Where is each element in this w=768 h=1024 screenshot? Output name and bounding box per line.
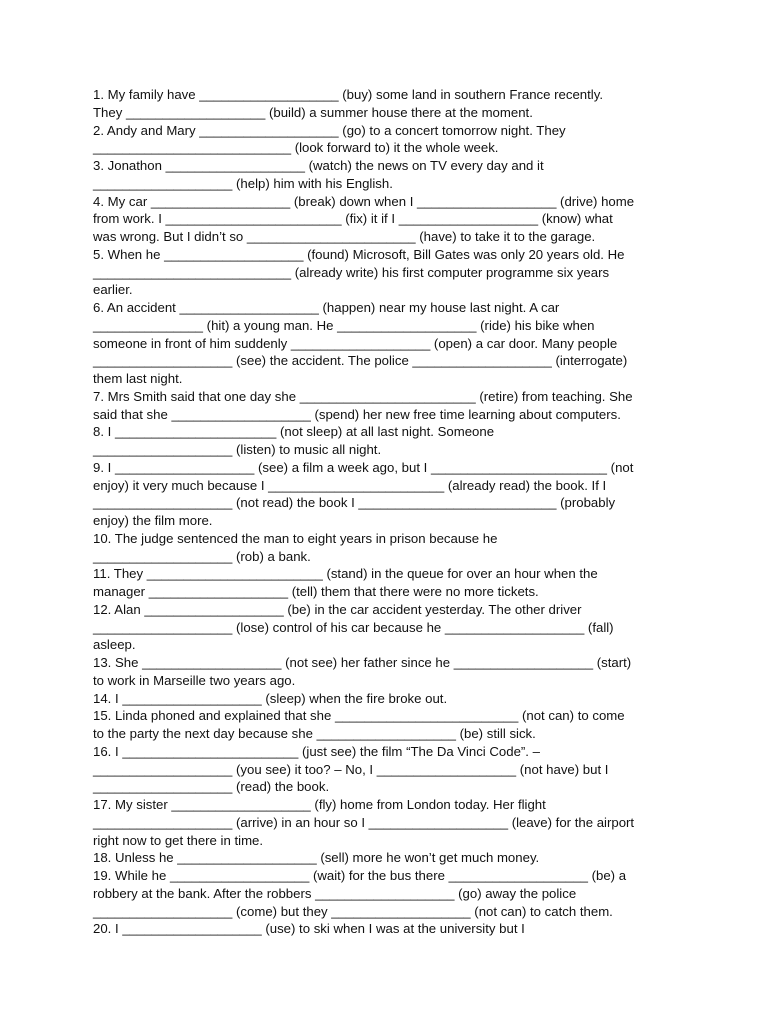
exercise-line: 19. While he ___________________ (wait) for the bus there ___________________ (be) a xyxy=(93,868,627,883)
exercise-line: them last night. xyxy=(93,371,183,386)
exercise-line: 3. Jonathon ___________________ (watch) the news on TV every day and it xyxy=(93,158,544,173)
exercise-line: 17. My sister ___________________ (fly) home from London today. Her flight xyxy=(93,797,546,812)
exercise-line: ___________________ (lose) control of his car because he ___________________ (fall) xyxy=(93,619,614,635)
exercise-line: asleep. xyxy=(93,637,136,653)
exercise-line: ___________________ (listen) to music all night. xyxy=(93,442,382,457)
exercise-line: robbery at the bank. After the robbers ___________________ (go) away the police xyxy=(93,885,577,901)
exercise-line: ___________________________ (already write) his first computer programme six years xyxy=(93,264,610,280)
exercise-line: 16. I ________________________ (just see) the film “The Da Vinci Code”. – xyxy=(93,743,540,759)
exercise-line: 10. The judge sentenced the man to eight years in prison because he xyxy=(93,530,498,546)
exercise-line: to work in Marseille two years ago. xyxy=(93,672,296,688)
exercise-line: They ___________________ (build) a summer house there at the moment. xyxy=(93,104,533,120)
exercise-line: ___________________ (you see) it too? – No, I ___________________ (not have) but I xyxy=(93,761,609,777)
exercise-line: ___________________ (arrive) in an hour so I ___________________ (leave) for the airport xyxy=(93,814,635,830)
exercise-line: ___________________ (not read) the book I ___________________________ (probably xyxy=(93,495,616,511)
exercise-line: ___________________ (read) the book. xyxy=(93,779,330,795)
exercise-line: ___________________ (come) but they ___________________ (not can) to catch them. xyxy=(93,903,613,919)
exercise-line: to the party the next day because she ___________________ (be) still sick. xyxy=(93,726,536,741)
exercise-line: 13. She ___________________ (not see) her father since he ___________________ (start) xyxy=(93,655,632,670)
exercise-line: 4. My car ___________________ (break) down when I ___________________ (drive) home xyxy=(93,193,635,209)
exercise-line: 20. I ___________________ (use) to ski when I was at the university but I xyxy=(93,921,525,937)
exercise-line: 11. They ________________________ (stand) in the queue for over an hour when the xyxy=(93,566,598,582)
exercise-line: was wrong. But I didn’t so _______________________ (have) to take it to the garage. xyxy=(93,229,596,244)
exercise-line: ___________________________ (look forward to) it the whole week. xyxy=(93,140,499,156)
exercise-line: 2. Andy and Mary ___________________ (go) to a concert tomorrow night. They xyxy=(93,122,566,138)
exercise-line: 5. When he ___________________ (found) Microsoft, Bill Gates was only 20 years old. He xyxy=(93,246,625,262)
exercise-line: from work. I ________________________ (fix) it if I ___________________ (know) what xyxy=(93,211,613,227)
exercise-line: enjoy) it very much because I ________________________ (already read) the book. If I xyxy=(93,477,607,493)
exercise-line: 18. Unless he ___________________ (sell) more he won’t get much money. xyxy=(93,850,540,866)
exercise-line: 1. My family have ___________________ (buy) some land in southern France recently. xyxy=(93,87,603,102)
exercise-line: earlier. xyxy=(93,282,133,298)
exercise-line: ___________________ (rob) a bank. xyxy=(93,548,311,564)
exercise-line: _______________ (hit) a young man. He ___________________ (ride) his bike when xyxy=(93,317,595,333)
exercise-line: 14. I ___________________ (sleep) when the fire broke out. xyxy=(93,690,448,706)
worksheet-page xyxy=(93,86,693,938)
exercise-line: 6. An accident ___________________ (happen) near my house last night. A car xyxy=(93,300,560,315)
exercise-line: said that she ___________________ (spend) her new free time learning about computers. xyxy=(93,406,621,422)
exercise-line: ___________________ (see) the accident. The police ___________________ (interrogate) xyxy=(93,353,628,369)
exercise-line: 12. Alan ___________________ (be) in the car accident yesterday. The other driver xyxy=(93,601,582,617)
exercise-line: ___________________ (help) him with his English. xyxy=(93,175,393,191)
exercise-line: someone in front of him suddenly ___________________ (open) a car door. Many people xyxy=(93,335,618,351)
exercise-line: 9. I ___________________ (see) a film a week ago, but I ________________________ (not xyxy=(93,459,634,475)
exercise-line: 8. I ______________________ (not sleep) at all last night. Someone xyxy=(93,424,495,440)
exercise-line: 7. Mrs Smith said that one day she ________________________ (retire) from teaching. She xyxy=(93,388,633,404)
exercise-line: manager ___________________ (tell) them that there were no more tickets. xyxy=(93,584,539,599)
exercise-line: enjoy) the film more. xyxy=(93,513,213,528)
exercise-text xyxy=(93,86,693,938)
exercise-line: 15. Linda phoned and explained that she _________________________ (not can) to come xyxy=(93,708,625,724)
exercise-line: right now to get there in time. xyxy=(93,832,264,848)
